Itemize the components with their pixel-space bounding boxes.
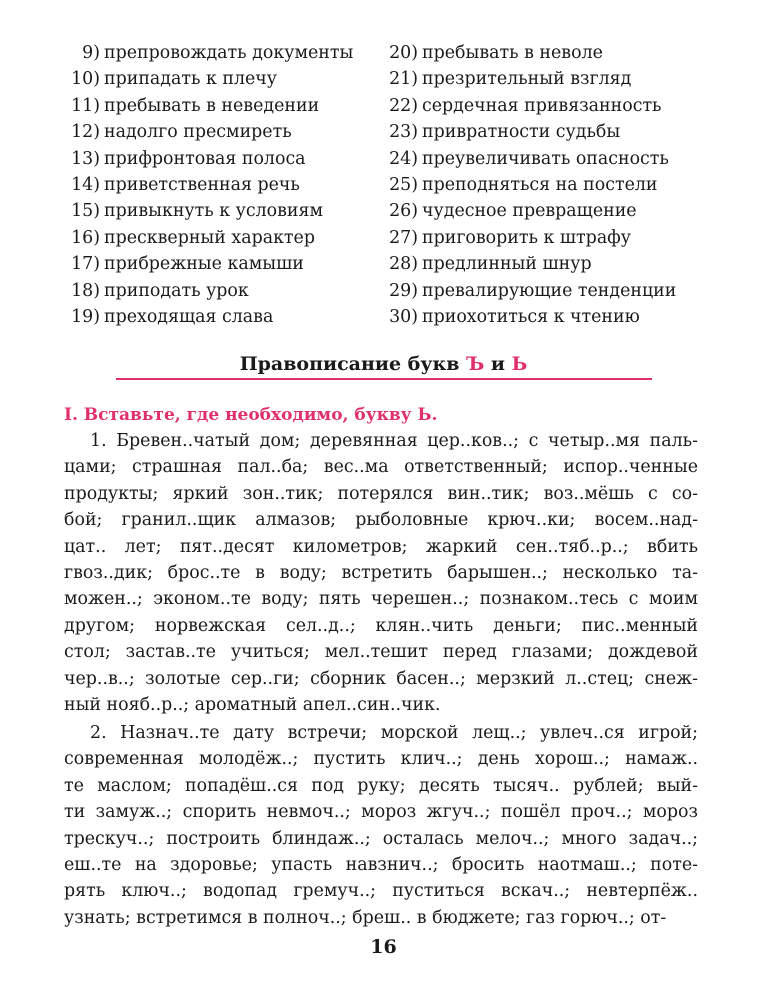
list-item-text: преподняться на постели bbox=[422, 174, 658, 195]
list-item-text: препровождать документы bbox=[104, 43, 354, 63]
heading-underline bbox=[116, 378, 652, 380]
list-item bbox=[382, 66, 702, 92]
exercise-1 bbox=[64, 428, 698, 718]
exercise-line: узнать; встретимся в полноч..; бреш.. в бюджете; газ горюч..; от- bbox=[64, 907, 667, 928]
section-heading bbox=[0, 350, 767, 378]
list-item bbox=[382, 93, 702, 119]
list-item-number: 15) bbox=[71, 201, 100, 222]
list-item-text: пребывать в неведении bbox=[104, 95, 320, 116]
list-item-number: 11) bbox=[71, 95, 100, 116]
exercise-line: бой; гранил..щик алмазов; рыболовные крюч..ки; восем..над- bbox=[64, 510, 698, 531]
list-item bbox=[64, 251, 374, 277]
exercise-line: ный нояб..р..; ароматный апел..син..чик. bbox=[64, 694, 441, 715]
list-item bbox=[64, 304, 374, 330]
list-item bbox=[382, 198, 702, 224]
list-item-number: 16) bbox=[71, 227, 100, 248]
list-item bbox=[382, 40, 702, 66]
list-item-number: 25) bbox=[389, 174, 418, 195]
list-item bbox=[382, 225, 702, 251]
exercise-line: продукты; яркий зон..тик; потерялся вин..тик; воз..мёшь с со- bbox=[64, 483, 698, 504]
exercise-line: можен..; эконом..те воду; пять черешен..; познаком..тесь с моим bbox=[64, 589, 698, 610]
section-title-conjunction: и bbox=[490, 353, 505, 375]
list-item-text: предлинный шнур bbox=[422, 254, 592, 275]
exercise-line: чер..в..; золотые сер..ги; сборник басен..; мерзкий л..стец; снеж- bbox=[64, 668, 698, 689]
page-number: 16 bbox=[370, 936, 397, 958]
list-item-text: приговорить к штрафу bbox=[422, 227, 632, 248]
exercise-line: 2. Назнач..те дату встречи; морской лещ..; увлеч..ся игрой; bbox=[90, 723, 698, 743]
list-item-text: прибрежные камыши bbox=[104, 254, 304, 275]
list-item-text: припадать к плечу bbox=[104, 69, 278, 90]
list-item-text: сердечная привязанность bbox=[422, 95, 662, 116]
list-item bbox=[64, 172, 374, 198]
exercise-line: цами; страшная пал..ба; вес..ма ответственный; испор..ченные bbox=[64, 457, 698, 478]
list-item-number: 18) bbox=[71, 280, 100, 301]
exercise-line: еш..те на здоровье; упасть навзнич..; бросить наотмаш..; поте- bbox=[64, 854, 698, 875]
list-item bbox=[64, 119, 374, 145]
list-item bbox=[64, 40, 374, 66]
exercise-line: гвоз..дик; брос..те в воду; встретить барышен..; несколько та- bbox=[64, 562, 698, 583]
exercise-line: стол; застав..те учиться; мел..тешит перед глазами; дождевой bbox=[64, 642, 698, 663]
list-item-number: 20) bbox=[389, 43, 418, 63]
list-item-number: 24) bbox=[389, 148, 418, 169]
section-title-prefix: Правописание букв bbox=[239, 353, 460, 375]
list-item bbox=[382, 119, 702, 145]
list-item-number: 28) bbox=[389, 254, 418, 275]
list-item-number: 27) bbox=[389, 227, 418, 248]
list-item-number: 29) bbox=[389, 280, 418, 301]
word-list-left-column bbox=[64, 40, 374, 330]
list-item-text: приподать урок bbox=[104, 280, 249, 301]
letter-soft-sign: Ь bbox=[511, 353, 528, 375]
list-item bbox=[64, 66, 374, 92]
list-item bbox=[64, 93, 374, 119]
list-item-number: 14) bbox=[71, 174, 100, 195]
list-item-number: 12) bbox=[71, 122, 100, 143]
list-item-text: превалирующие тенденции bbox=[422, 280, 677, 301]
list-item bbox=[64, 198, 374, 224]
list-item-number: 10) bbox=[71, 69, 100, 90]
list-item bbox=[382, 278, 702, 304]
list-item bbox=[64, 225, 374, 251]
list-item bbox=[64, 146, 374, 172]
list-item-number: 21) bbox=[389, 69, 418, 90]
list-item-number: 9) bbox=[82, 43, 100, 63]
list-item bbox=[382, 251, 702, 277]
list-item bbox=[382, 146, 702, 172]
exercise-line: современная молодёж..; пустить клич..; день хорош..; намаж.. bbox=[64, 749, 698, 770]
exercise-line: 1. Бревен..чатый дом; деревянная цер..ков..; с четыр..мя паль- bbox=[90, 431, 698, 451]
list-item-text: прифронтовая полоса bbox=[104, 148, 306, 169]
list-item-text: прескверный характер bbox=[104, 227, 315, 248]
exercise-2 bbox=[64, 720, 698, 931]
list-item-number: 26) bbox=[389, 201, 418, 222]
list-item-number: 19) bbox=[71, 306, 100, 327]
exercise-line: рять ключ..; водопад гремуч..; пуститься вскач..; невтерпёж.. bbox=[64, 881, 698, 902]
list-item bbox=[64, 278, 374, 304]
list-item-number: 30) bbox=[389, 306, 418, 327]
list-item-text: надолго пресмиреть bbox=[104, 122, 292, 143]
letter-hard-sign: Ъ bbox=[466, 353, 485, 375]
list-item-number: 17) bbox=[71, 254, 100, 275]
list-item-number: 23) bbox=[389, 122, 418, 143]
exercise-line: ти замуж..; спорить невмоч..; мороз жгуч..; пошёл проч..; мороз bbox=[64, 802, 698, 823]
list-item-text: привыкнуть к условиям bbox=[104, 201, 324, 222]
list-item-number: 22) bbox=[389, 95, 418, 116]
word-list-right-column bbox=[382, 40, 702, 330]
list-item-text: привратности судьбы bbox=[422, 122, 621, 143]
list-item bbox=[382, 172, 702, 198]
exercise-line: трескуч..; построить блиндаж..; осталась мелоч..; много задач..; bbox=[64, 828, 698, 849]
list-item-text: преувеличивать опасность bbox=[422, 148, 669, 169]
task-title: I. Вставьте, где необходимо, букву Ь. bbox=[64, 405, 438, 425]
word-list bbox=[64, 40, 704, 340]
list-item-number: 13) bbox=[71, 148, 100, 169]
list-item-text: приветственная речь bbox=[104, 174, 300, 195]
list-item-text: пребывать в неволе bbox=[422, 43, 603, 63]
list-item bbox=[382, 304, 702, 330]
list-item-text: чудесное превращение bbox=[422, 201, 637, 222]
list-item-text: преходящая слава bbox=[104, 306, 274, 327]
list-item-text: презрительный взгляд bbox=[422, 69, 632, 90]
exercise-line: цат.. лет; пят..десят километров; жаркий сен..тяб..р..; вбить bbox=[64, 536, 698, 557]
exercise-line: другом; норвежская сел..д..; клян..чить деньги; пис..менный bbox=[64, 615, 698, 636]
exercise-line: те маслом; попадёш..ся под руку; десять тысяч.. рублей; вый- bbox=[64, 775, 698, 796]
list-item-text: приохотиться к чтению bbox=[422, 306, 640, 327]
